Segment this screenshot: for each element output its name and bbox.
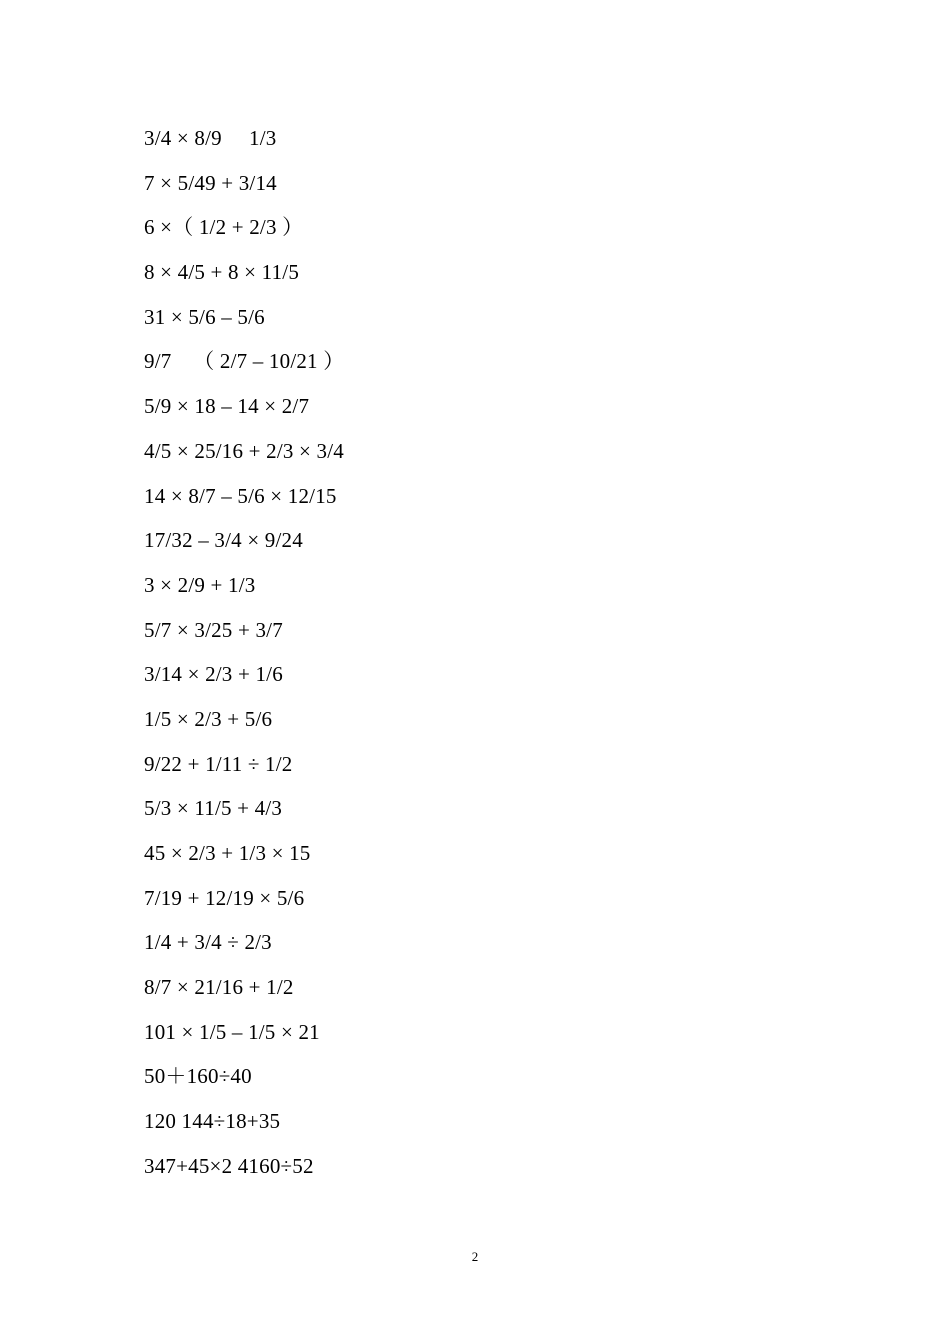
exercise-line: 347+45×2 4160÷52 xyxy=(144,1153,314,1178)
exercise-line: 7 × 5/49 + 3/14 xyxy=(144,170,277,195)
exercise-line: 4/5 × 25/16 + 2/3 × 3/4 xyxy=(144,438,344,463)
exercise-line: 101 × 1/5 – 1/5 × 21 xyxy=(144,1019,320,1044)
exercise-line: 31 × 5/6 – 5/6 xyxy=(144,304,265,329)
exercise-line: 9/22 + 1/11 ÷ 1/2 xyxy=(144,751,293,776)
exercise-line: 6 ×（ 1/2 + 2/3 ） xyxy=(144,215,304,240)
exercise-line: 17/32 – 3/4 × 9/24 xyxy=(144,528,303,553)
exercise-line: 5/7 × 3/25 + 3/7 xyxy=(144,617,283,642)
exercise-line: 45 × 2/3 + 1/3 × 15 xyxy=(144,841,311,865)
exercise-line: 7/19 + 12/19 × 5/6 xyxy=(144,885,305,910)
page-number: 2 xyxy=(471,1249,479,1264)
exercise-line: 3/14 × 2/3 + 1/6 xyxy=(144,662,283,687)
exercise-line: 5/9 × 18 – 14 × 2/7 xyxy=(144,394,310,419)
exercise-line: 120 144÷18+35 xyxy=(144,1109,281,1134)
exercise-line: 5/3 × 11/5 + 4/3 xyxy=(144,796,283,821)
exercise-line: 14 × 8/7 – 5/6 × 12/15 xyxy=(144,483,337,508)
exercise-line: 3/4 × 8/9 1/3 xyxy=(144,126,277,150)
exercise-line: 8/7 × 21/16 + 1/2 xyxy=(144,975,294,1000)
exercise-line: 1/5 × 2/3 + 5/6 xyxy=(144,706,273,731)
exercise-line: 50＋160÷40 xyxy=(144,1064,252,1089)
exercise-line: 1/4 + 3/4 ÷ 2/3 xyxy=(144,930,272,955)
exercise-line: 9/7 （ 2/7 – 10/21 ） xyxy=(144,349,345,374)
exercise-list xyxy=(144,122,344,1195)
exercise-line: 8 × 4/5 + 8 × 11/5 xyxy=(144,260,300,285)
exercise-line: 3 × 2/9 + 1/3 xyxy=(144,572,256,597)
